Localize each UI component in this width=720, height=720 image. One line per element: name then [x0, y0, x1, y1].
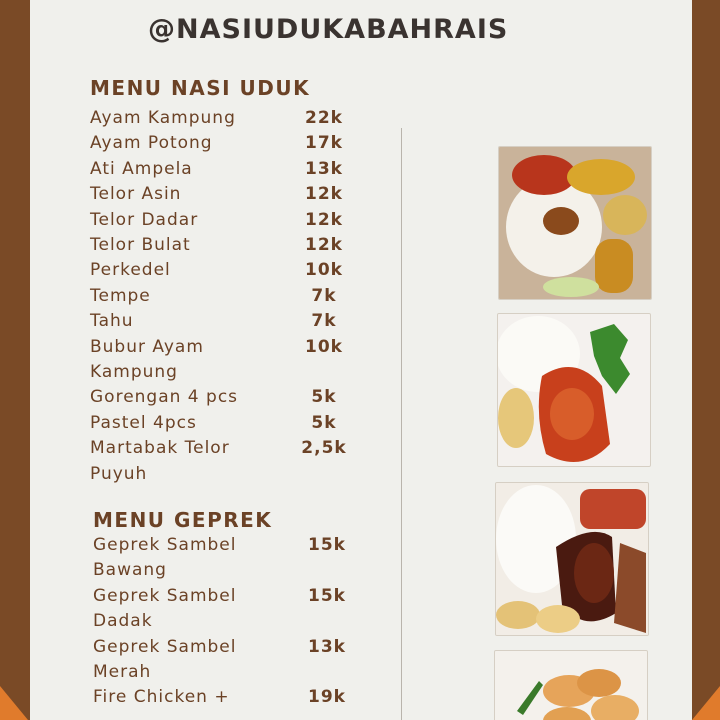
- nasi-uduk-plate-photo: [498, 146, 652, 300]
- nasi-uduk-item: [90, 258, 350, 283]
- nasi-uduk-menu-list: [90, 106, 350, 487]
- nasi-uduk-item: [90, 335, 350, 386]
- menu-item-name: Bubur Ayam Kampung: [90, 336, 204, 383]
- corner-accent-right: [692, 686, 720, 720]
- menu-item-name: Perkedel: [90, 260, 171, 281]
- menu-item-name: Ati Ampela: [90, 158, 193, 179]
- geprek-item: [93, 584, 353, 635]
- menu-item-price: 15k: [308, 535, 346, 555]
- nasi-uduk-item: [90, 309, 350, 334]
- menu-item-price: 17k: [305, 133, 343, 154]
- menu-item-price: 12k: [305, 235, 343, 256]
- menu-item-price: 10k: [305, 336, 343, 357]
- ayam-geprek-photo: [497, 313, 651, 467]
- geprek-menu-list: [93, 533, 353, 711]
- menu-item-price: 5k: [311, 412, 337, 433]
- geprek-item: [93, 533, 353, 584]
- nasi-uduk-item: [90, 233, 350, 258]
- menu-item-price: 13k: [305, 158, 343, 179]
- menu-item-price: 5k: [311, 387, 337, 408]
- menu-item-name: Fire Chicken +: [93, 687, 230, 708]
- menu-item-name: Geprek Sambel Merah: [93, 636, 237, 683]
- menu-item-price: 22k: [305, 108, 343, 128]
- nasi-uduk-item: [90, 182, 350, 207]
- menu-item-price: 7k: [311, 311, 337, 332]
- menu-item-name: Telor Dadar: [90, 209, 199, 230]
- menu-item-price: 2,5k: [301, 438, 347, 459]
- menu-item-price: 19k: [308, 687, 346, 708]
- nasi-uduk-item: [90, 385, 350, 410]
- instagram-handle: @NASIUDUKABAHRAIS: [148, 14, 509, 45]
- menu-item-name: Tempe: [90, 285, 151, 306]
- fried-snacks-photo: [494, 650, 648, 720]
- menu-sheet: [30, 0, 692, 720]
- menu-item-price: 7k: [311, 285, 337, 306]
- nasi-uduk-item: [90, 411, 350, 436]
- menu-item-name: Martabak Telor Puyuh: [90, 438, 230, 484]
- corner-accent-left: [0, 686, 28, 720]
- nasi-uduk-item: [90, 436, 350, 487]
- menu-item-price: 13k: [308, 636, 346, 657]
- menu-item-price: 12k: [305, 184, 343, 205]
- nasi-uduk-title: MENU NASI UDUK: [90, 76, 311, 100]
- menu-item-name: Pastel 4pcs: [90, 412, 197, 433]
- geprek-title: MENU GEPREK: [93, 508, 273, 532]
- nasi-uduk-item: [90, 131, 350, 156]
- menu-item-price: 10k: [305, 260, 343, 281]
- menu-item-name: Ayam Potong: [90, 133, 213, 154]
- nasi-uduk-item: [90, 157, 350, 182]
- menu-item-price: 12k: [305, 209, 343, 230]
- menu-item-name: Geprek Sambel Dadak: [93, 585, 237, 632]
- menu-item-name: Gorengan 4 pcs: [90, 387, 239, 408]
- fried-chicken-rice-photo: [495, 482, 649, 636]
- geprek-item: [93, 685, 353, 710]
- nasi-uduk-item: [90, 284, 350, 309]
- menu-item-price: 15k: [308, 585, 346, 606]
- menu-item-name: Tahu: [90, 311, 134, 332]
- nasi-uduk-item: [90, 106, 350, 131]
- menu-item-name: Telor Bulat: [90, 235, 191, 256]
- menu-item-name: Geprek Sambel Bawang: [93, 535, 237, 581]
- column-divider: [401, 128, 402, 720]
- geprek-item: [93, 635, 353, 686]
- nasi-uduk-item: [90, 208, 350, 233]
- menu-item-name: Telor Asin: [90, 184, 182, 205]
- menu-item-name: Ayam Kampung: [90, 108, 236, 128]
